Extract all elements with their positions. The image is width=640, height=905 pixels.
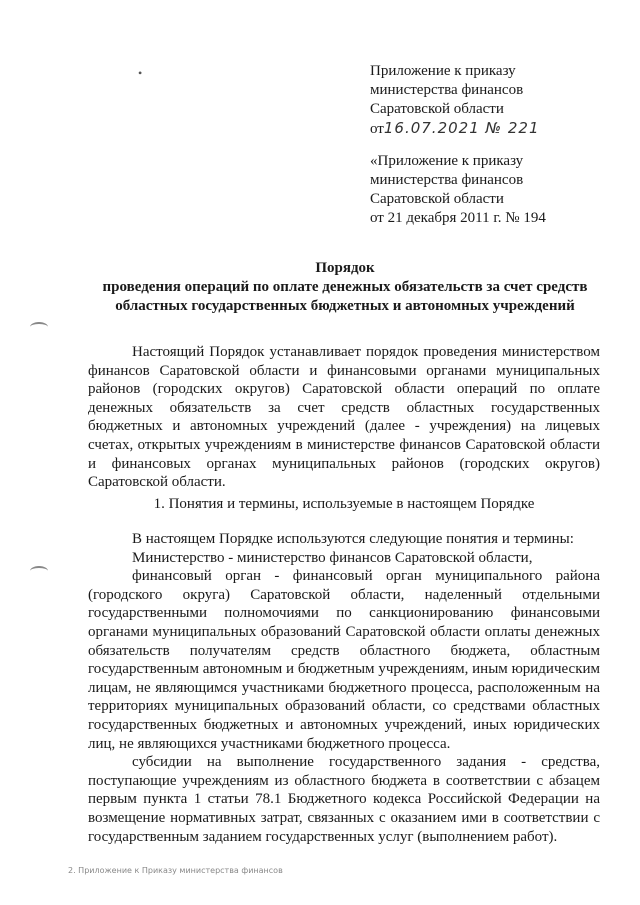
- paragraph: Министерство - министерство финансов Саратовской области,: [132, 549, 533, 566]
- punch-hole-mark: [30, 322, 48, 332]
- annex-line: Саратовской области: [370, 191, 504, 207]
- annex-line: Саратовской области: [370, 101, 504, 117]
- punch-hole-mark: [30, 566, 48, 576]
- annex-line: Приложение к приказу: [370, 63, 516, 79]
- intro-section: [88, 343, 600, 492]
- annex-date-line: [370, 119, 540, 139]
- annex-current-block: [370, 62, 540, 139]
- title-line: проведения операций по оплате денежных обязательств за счет средств: [102, 279, 588, 295]
- intro-paragraph: Настоящий Порядок устанавливает порядок проведения министерством финансов Саратовской области и финансовыми органами муниципальных районов (городских округов) Саратовской области операций по оплате денежных обязательств за счет средств областных государственных бюджетных и автономных учреждений (далее - учреждения) на лицевых счетах, открытых учреждениям в министерстве финансов Саратовской области и финансовых органах муниципальных районов (городских округов) Саратовской области.: [88, 344, 600, 491]
- paragraph: финансовый орган - финансовый орган муниципального района (городского округа) Саратовской области, наделенный отдельными государственными полномочиями по санкционированию финансовыми органами муниципальных образований Саратовской области оплаты денежных обязательств получателям средств областного бюджета, областным государственным автономным и бюджетным учреждениям, иным юридическим лицам, не являющимся участниками бюджетного процесса, расположенным на территориях муниципальных образований области, со средствами областных государственных бюджетных и автономных учреждений, иных юридических лиц, не являющихся участниками бюджетного процесса.: [88, 568, 600, 752]
- annex-line: «Приложение к приказу: [370, 153, 524, 169]
- title-line: областных государственных бюджетных и автономных учреждений: [115, 298, 575, 314]
- footer-text: 2. Приложение к Приказу министерства финансов: [68, 866, 283, 875]
- section-heading: 1. Понятия и термины, используемые в настоящем Порядке: [153, 496, 535, 512]
- annex-line: министерства финансов: [370, 82, 524, 98]
- handwritten-date: 16.07.2021 № 221: [383, 119, 540, 137]
- document-title: [80, 259, 610, 316]
- stray-mark: •: [138, 66, 143, 80]
- annex-line: министерства финансов: [370, 172, 524, 188]
- annex-date-prefix: от: [370, 121, 384, 137]
- annex-line: от 21 декабря 2011 г. № 194: [370, 210, 546, 226]
- annex-original-block: [370, 152, 546, 228]
- paragraph: субсидии на выполнение государственного задания - средства, поступающие учреждениям из областного бюджета в соответствии с абзацем первым пункта 1 статьи 78.1 Бюджетного кодекса Российской Федерации на возмещение нормативных затрат, связанных с оказанием ими в соответствии с государственным заданием государственных услуг (выполнением работ).: [88, 754, 600, 845]
- title-line: Порядок: [315, 260, 375, 276]
- section1-body: [88, 530, 600, 846]
- paragraph: В настоящем Порядке используются следующие понятия и термины:: [132, 531, 574, 547]
